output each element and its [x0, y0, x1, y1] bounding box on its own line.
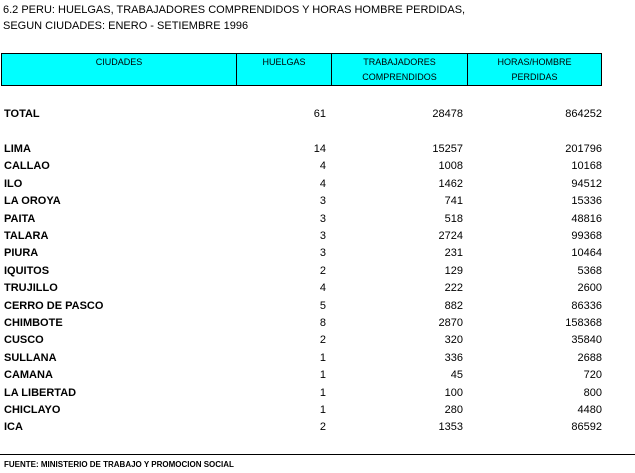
city-name: LA OROYA: [4, 195, 61, 208]
huelgas-value: 3: [319, 195, 326, 208]
trabajadores-value: 129: [444, 264, 463, 277]
city-name: PIURA: [4, 247, 39, 260]
trabajadores-value: 222: [444, 282, 463, 295]
table-row: [0, 419, 610, 436]
huelgas-value: 4: [319, 177, 326, 190]
city-name: CHICLAYO: [4, 404, 61, 416]
trabajadores-value: 15257: [432, 143, 463, 155]
column-header-trabajadores: [331, 54, 467, 85]
horas-value: 2688: [577, 351, 602, 364]
table-row: [0, 385, 610, 402]
huelgas-value: 1: [319, 351, 326, 364]
city-name: CAMANA: [4, 369, 53, 382]
column-header-horas: [467, 54, 601, 85]
table-title: 6.2 PERU: HUELGAS, TRABAJADORES COMPRENDIDOS Y HORAS HOMBRE PERDIDAS,: [3, 4, 466, 16]
horas-value: 35840: [571, 334, 602, 347]
total-huelgas: 61: [313, 108, 326, 120]
horas-value: 720: [583, 369, 602, 382]
city-name: CERRO DE PASCO: [4, 299, 104, 312]
city-name: CHIMBOTE: [4, 317, 63, 329]
trabajadores-value: 100: [444, 386, 463, 399]
city-name: PAITA: [4, 212, 36, 225]
trabajadores-value: 231: [444, 247, 463, 260]
total-row: [0, 106, 610, 123]
city-name: CALLAO: [4, 160, 50, 173]
horas-value: 86592: [571, 421, 602, 434]
table-row: [0, 280, 610, 297]
huelgas-value: 1: [319, 369, 326, 382]
total-trabajadores: 28478: [432, 108, 463, 120]
trabajadores-value: 336: [444, 351, 463, 364]
trabajadores-value: 518: [444, 212, 463, 225]
huelgas-value: 8: [319, 317, 326, 329]
total-horas: 864252: [565, 108, 602, 120]
trabajadores-value: 1353: [438, 421, 463, 434]
column-header-huelgas: [236, 54, 331, 85]
horas-value: 15336: [571, 195, 602, 208]
horas-value: 86336: [571, 299, 602, 312]
column-header-trabajadores-line1: TRABAJADORES: [363, 57, 436, 67]
trabajadores-value: 741: [444, 195, 463, 208]
huelgas-value: 4: [319, 160, 326, 173]
horas-value: 5368: [577, 264, 602, 277]
trabajadores-value: 2870: [438, 317, 463, 329]
city-name: CUSCO: [4, 334, 44, 347]
huelgas-value: 2: [319, 334, 326, 347]
table-row: [0, 211, 610, 228]
column-header-ciudades-label: CIUDADES: [95, 57, 143, 67]
huelgas-value: 4: [319, 282, 326, 295]
trabajadores-value: 1462: [438, 177, 463, 190]
table-row: [0, 350, 610, 367]
column-header-horas-line2: PERDIDAS: [511, 72, 558, 82]
horas-value: 201796: [565, 143, 602, 155]
huelgas-value: 3: [319, 230, 326, 242]
city-name: SULLANA: [4, 351, 57, 364]
huelgas-value: 3: [319, 247, 326, 260]
horas-value: 800: [583, 386, 602, 399]
source-note: FUENTE: MINISTERIO DE TRABAJO Y PROMOCION SOCIAL: [4, 460, 234, 469]
table-row: [0, 245, 610, 262]
table-row: [0, 141, 610, 158]
city-name: TALARA: [4, 230, 49, 242]
horas-value: 10168: [571, 160, 602, 173]
table-row: [0, 158, 610, 175]
horas-value: 99368: [571, 230, 602, 242]
horas-value: 48816: [571, 212, 602, 225]
table-subtitle: SEGUN CIUDADES: ENERO - SETIEMBRE 1996: [3, 20, 249, 32]
table-row: [0, 367, 610, 384]
city-name: LIMA: [4, 143, 31, 155]
column-header-ciudades: [2, 54, 236, 85]
trabajadores-value: 320: [444, 334, 463, 347]
table-row: [0, 176, 610, 193]
city-name: LA LIBERTAD: [4, 386, 77, 399]
city-name: TRUJILLO: [4, 282, 58, 295]
footer-divider: [0, 454, 635, 455]
table-row: [0, 193, 610, 210]
table-row: [0, 402, 610, 419]
table-header: [1, 53, 602, 86]
table-row: [0, 298, 610, 315]
huelgas-value: 1: [319, 404, 326, 416]
trabajadores-value: 882: [444, 299, 463, 312]
city-name: ILO: [4, 177, 23, 190]
table-row: [0, 332, 610, 349]
total-label: TOTAL: [4, 108, 40, 120]
trabajadores-value: 1008: [438, 160, 463, 173]
column-header-huelgas-label: HUELGAS: [262, 57, 306, 67]
trabajadores-value: 280: [444, 404, 463, 416]
huelgas-value: 14: [313, 143, 326, 155]
table-row: [0, 315, 610, 332]
column-header-horas-line1: HORAS/HOMBRE: [497, 57, 572, 67]
horas-value: 158368: [565, 317, 602, 329]
huelgas-value: 1: [319, 386, 326, 399]
horas-value: 94512: [571, 177, 602, 190]
huelgas-value: 5: [319, 299, 326, 312]
huelgas-value: 2: [319, 421, 326, 434]
horas-value: 2600: [577, 282, 602, 295]
column-header-trabajadores-line2: COMPRENDIDOS: [362, 72, 437, 82]
trabajadores-value: 2724: [438, 230, 463, 242]
city-name: ICA: [4, 421, 23, 434]
table-row: [0, 228, 610, 245]
trabajadores-value: 45: [450, 369, 463, 382]
horas-value: 10464: [571, 247, 602, 260]
table-row: [0, 263, 610, 280]
huelgas-value: 3: [319, 212, 326, 225]
horas-value: 4480: [577, 404, 602, 416]
huelgas-value: 2: [319, 264, 326, 277]
city-name: IQUITOS: [4, 264, 50, 277]
